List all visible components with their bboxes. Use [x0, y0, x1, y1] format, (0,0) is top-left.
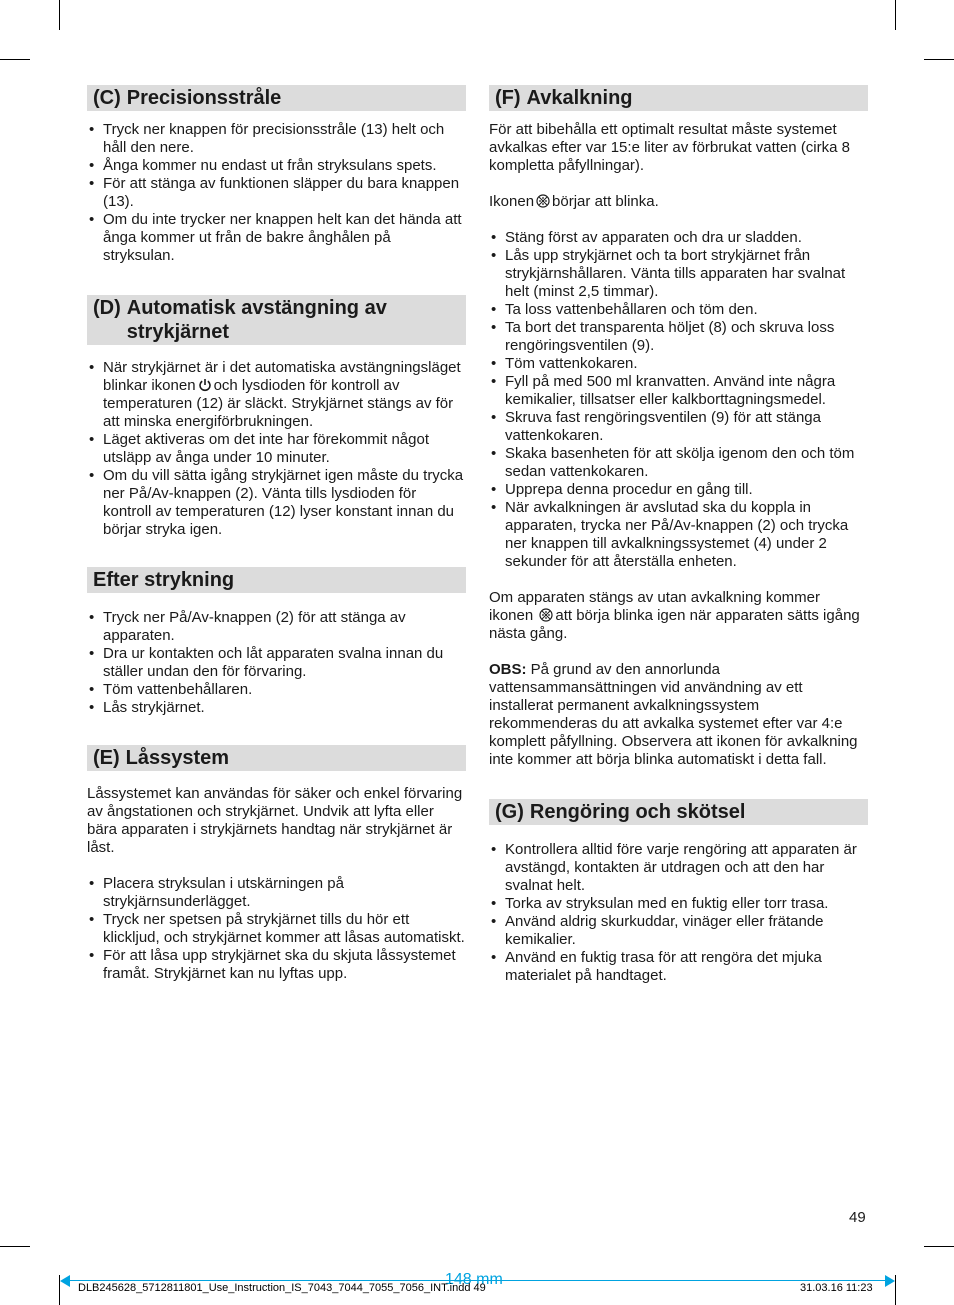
page-number: 49: [849, 1209, 866, 1226]
section-heading: [87, 567, 466, 593]
heading-text: Låssystem: [125, 747, 230, 769]
list-item: • När avkalkningen är avslutad ska du koppla in apparaten, trycka ner På/Av-knappen (2) och trycka ner knappen till avkalkningssystemet (4) under 2 sekunder för att återställa enheten.: [489, 499, 868, 571]
list-item: • Töm vattenbehållaren.: [87, 681, 466, 699]
list-item: • Dra ur kontakten och låt apparaten svalna innan du ställer undan den för förvaring.: [87, 645, 466, 681]
paragraph: För att bibehålla ett optimalt resultat måste systemet avkalkas efter var 15:e liter av förbrukat vatten (cirka 8 kompletta påfyllningar).: [489, 121, 850, 174]
paragraph-text: Om apparaten stängs av utan avkalkning kommer ikonen: [489, 589, 821, 624]
heading-label: (G): [495, 801, 524, 823]
heading-text: Precisionsstråle: [126, 87, 282, 109]
heading-text: Automatisk avstängning av strykjärnet: [126, 297, 387, 343]
list-item: • För att låsa upp strykjärnet ska du skjuta låssystemet framåt. Strykjärnet kan nu lyftas upp.: [87, 947, 466, 983]
crop-mark: [895, 0, 896, 30]
crop-mark: [59, 0, 60, 30]
power-icon: [198, 378, 212, 392]
descale-icon: [536, 194, 550, 208]
note-paragraph: [489, 661, 868, 769]
file-info: DLB245628_5712811801_Use_Instruction_IS_7043_7044_7055_7056_INT.indd 49: [78, 1282, 486, 1294]
list-item: • Ta bort det transparenta höljet (8) och skruva loss rengöringsventilen (9).: [489, 319, 868, 355]
list-item: • Ånga kommer nu endast ut från stryksulans spets.: [87, 157, 466, 175]
heading-text: Avkalkning: [526, 87, 633, 109]
measure-label: 148 mm: [445, 1271, 503, 1288]
paragraph: [489, 589, 868, 643]
bullet-list: [87, 359, 466, 539]
section-heading: [87, 85, 466, 111]
list-item: • Stäng först av apparaten och dra ur sladden.: [489, 229, 868, 247]
bullet-list: [489, 229, 868, 571]
arrow-right-icon: [885, 1275, 895, 1287]
crop-mark: [0, 1246, 30, 1247]
list-item: • Tryck ner spetsen på strykjärnet tills du hör ett klickljud, och strykjärnet kommer att låsas automatiskt.: [87, 911, 466, 947]
bullet-list: [87, 875, 466, 983]
paragraph: Låssystemet kan användas för säker och enkel förvaring av ångstationen och strykjärnet. Undvik att lyfta eller bära apparaten i strykjärnets handtag när strykjärnet är låst.: [87, 785, 463, 856]
list-item: • Om du vill sätta igång strykjärnet igen måste du trycka ner På/Av-knappen (2). Vänta tills lysdioden för kontroll av temperaturen (12) lyser konstant innan du börjar stryka igen.: [87, 467, 466, 539]
list-item-text: och lysdioden för kontroll av temperaturen (12) är släckt. Strykjärnet stängs av för att minska energiförbrukningen.: [103, 377, 454, 430]
section-d: [87, 295, 466, 539]
list-item: • Kontrollera alltid före varje rengöring att apparaten är avstängd, kontakten är utdragen och att den har svalnat helt.: [489, 841, 868, 895]
heading-text: Efter strykning: [93, 569, 235, 591]
list-item: • Tryck ner knappen för precisionsstråle (13) helt och håll den nere.: [87, 121, 466, 157]
paragraph-text: Ikonen: [489, 193, 535, 210]
list-item: • Läget aktiveras om det inte har förekommit något utsläpp av ånga under 10 minuter.: [87, 431, 466, 467]
section-heading: [87, 745, 466, 771]
heading-text: Rengöring och skötsel: [529, 801, 746, 823]
arrow-left-icon: [60, 1275, 70, 1287]
list-item: • Placera stryksulan i utskärningen på strykjärnsunderlägget.: [87, 875, 466, 911]
note-text: På grund av den annorlunda vattensammansättningen vid användning av ett installerat permanent avkalkningssystem rekommenderas du att avkalka systemet efter var 4:e komplett påfyllning. Observera att ikonen för avkalkning inte kommer att börja blinka automatiskt i detta fall.: [489, 661, 858, 768]
section-g: [489, 799, 868, 985]
section-heading: [489, 85, 868, 111]
list-item: • Lås upp strykjärnet och ta bort strykjärnet från strykjärnshållaren. Vänta tills apparaten har svalnat helt (minst 2,5 timmar).: [489, 247, 868, 301]
crop-mark: [0, 59, 30, 60]
section-after-ironing: [87, 567, 466, 717]
section-e: [87, 745, 466, 983]
list-item: • Torka av stryksulan med en fuktig eller torr trasa.: [489, 895, 868, 913]
list-item: • Skaka basenheten för att skölja igenom den och töm sedan vattenkokaren.: [489, 445, 868, 481]
left-column: [87, 85, 466, 1011]
list-item: • För att stänga av funktionen släpper du bara knappen (13).: [87, 175, 466, 211]
paragraph-text: börjar att blinka.: [552, 193, 659, 210]
list-item: • Upprepa denna procedur en gång till.: [489, 481, 868, 499]
heading-label: (C): [93, 87, 121, 109]
list-item: • Fyll på med 500 ml kranvatten. Använd inte några kemikalier, tillsatser eller kalkborttagningsmedel.: [489, 373, 868, 409]
list-item: • Använd aldrig skurkuddar, vinäger eller frätande kemikalier.: [489, 913, 868, 949]
crop-mark: [895, 1275, 896, 1305]
note-label: OBS:: [489, 661, 527, 678]
list-item: • Ta loss vattenbehållaren och töm den.: [489, 301, 868, 319]
right-column: [489, 85, 868, 1013]
heading-label: (F): [495, 87, 521, 109]
heading-label: (D): [93, 297, 121, 319]
list-item: • Lås strykjärnet.: [87, 699, 466, 717]
list-item: [87, 359, 466, 431]
bullet-list: [489, 841, 868, 985]
list-item: • Töm vattenkokaren.: [489, 355, 868, 373]
list-item: • Tryck ner På/Av-knappen (2) för att stänga av apparaten.: [87, 609, 466, 645]
paragraph-text: att börja blinka igen när apparaten sätts igång nästa gång.: [489, 607, 860, 642]
bullet-list: [87, 609, 466, 717]
section-heading: [489, 799, 868, 825]
date-info: 31.03.16 11:23: [800, 1282, 873, 1294]
descale-icon: [539, 608, 553, 622]
crop-mark: [924, 1246, 954, 1247]
section-heading: [87, 295, 466, 345]
section-f: [489, 85, 868, 769]
list-item: • Använd en fuktig trasa för att rengöra det mjuka materialet på handtaget.: [489, 949, 868, 985]
list-item: • Skruva fast rengöringsventilen (9) för att stänga vattenkokaren.: [489, 409, 868, 445]
paragraph: [489, 193, 868, 211]
heading-label: (E): [93, 747, 120, 769]
bullet-list: [87, 121, 466, 265]
crop-mark: [924, 59, 954, 60]
list-item: • Om du inte trycker ner knappen helt kan det hända att ånga kommer ut från de bakre ånghålen på stryksulan.: [87, 211, 466, 265]
list-item-text: När strykjärnet är i det automatiska avstängningsläget blinkar ikonen: [103, 359, 461, 394]
section-c: [87, 85, 466, 265]
